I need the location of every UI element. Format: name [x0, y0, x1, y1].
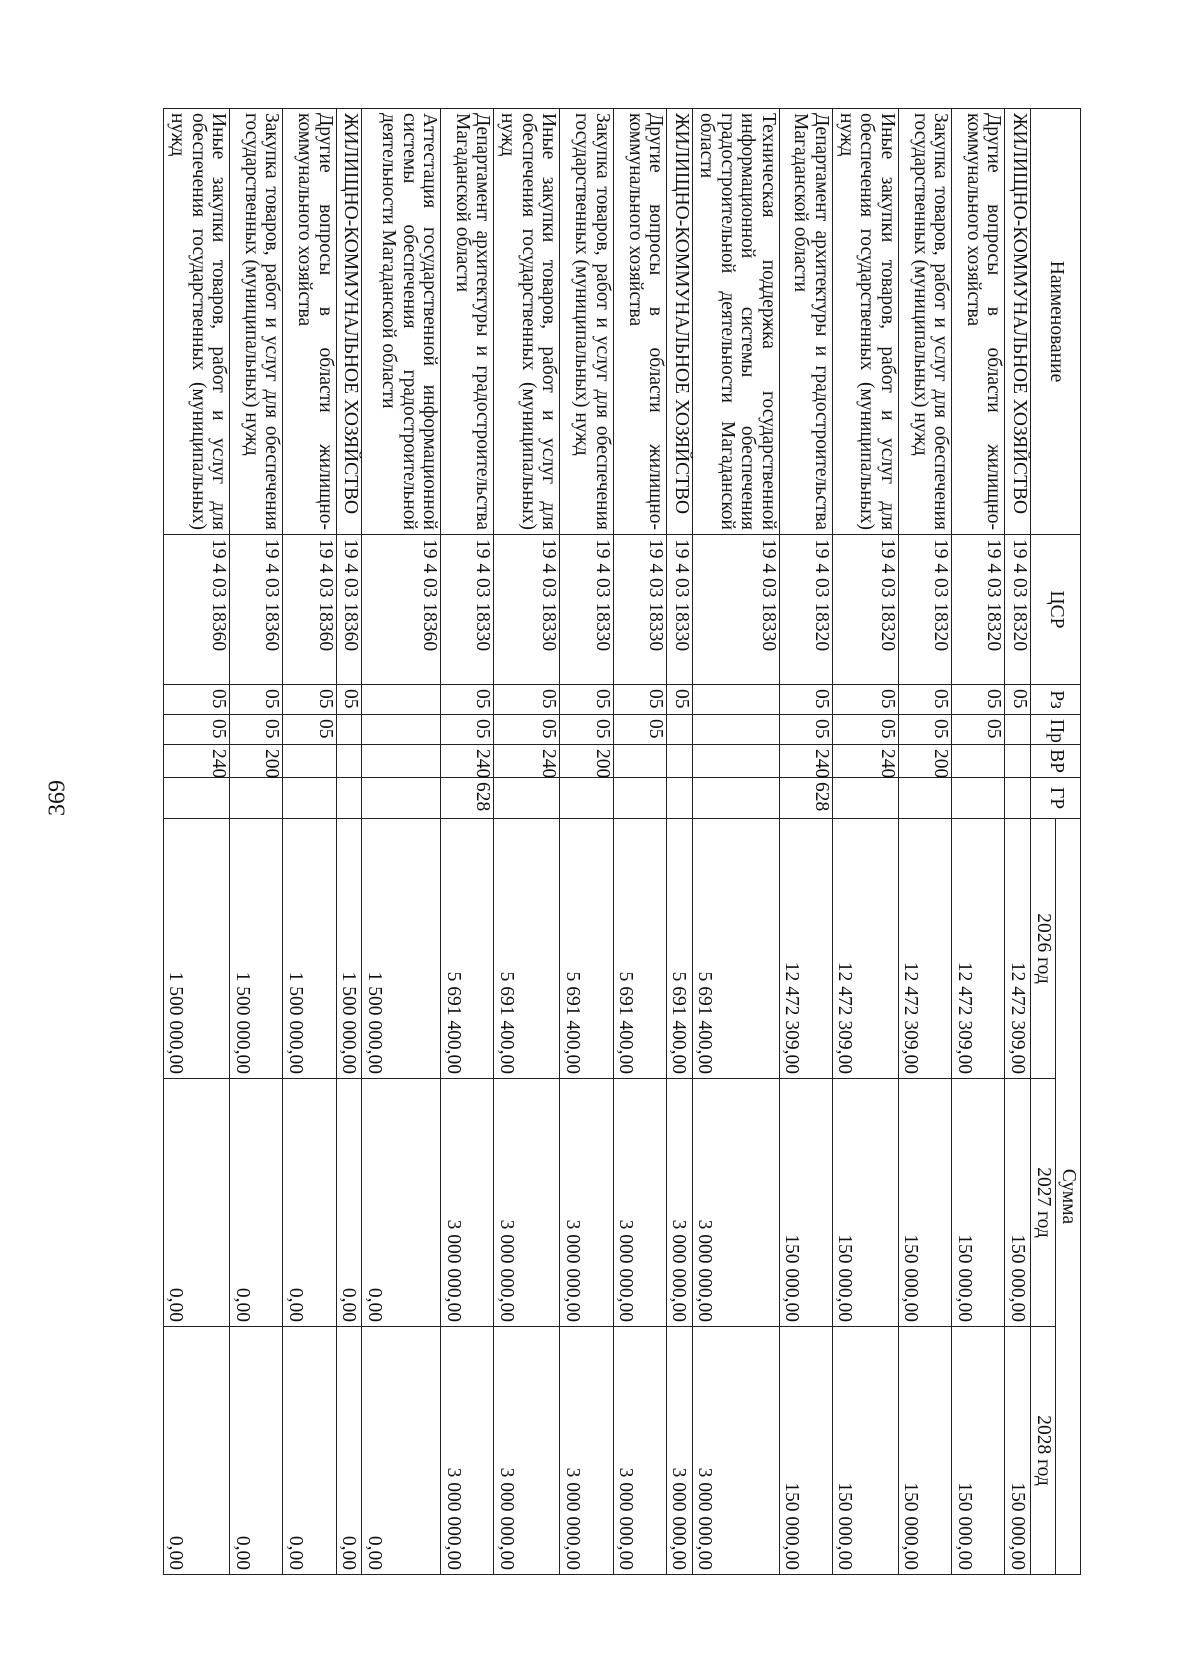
table-row — [336, 109, 362, 1575]
header-year-2026: 2026 год — [1031, 819, 1056, 1079]
row-csr: 19 4 03 18360 — [362, 535, 441, 685]
row-csr: 19 4 03 18320 — [779, 535, 832, 685]
row-rz: 05 — [832, 685, 898, 715]
table-row — [666, 109, 692, 1575]
row-name: Закупка товаров, работ и услуг для обеспечения государственных (муниципальных) нужд — [230, 109, 283, 535]
row-amount-2027: 3 000 000,00 — [560, 1079, 613, 1327]
row-name: ЖИЛИЩНО-КОММУНАЛЬНОЕ ХОЗЯЙСТВО — [666, 109, 692, 535]
table-header — [1031, 109, 1081, 1575]
row-vr: 200 — [560, 745, 613, 778]
row-rz: 05 — [613, 685, 666, 715]
row-gr: 628 — [441, 778, 494, 819]
row-amount-2026: 1 500 000,00 — [230, 819, 283, 1079]
row-csr: 19 4 03 18360 — [283, 535, 336, 685]
row-amount-2028: 3 000 000,00 — [692, 1327, 779, 1575]
row-gr — [666, 778, 692, 819]
row-vr — [362, 745, 441, 778]
row-amount-2028: 3 000 000,00 — [666, 1327, 692, 1575]
row-vr: 200 — [898, 745, 951, 778]
header-vr: ВР — [1031, 745, 1081, 778]
row-amount-2028: 150 000,00 — [779, 1327, 832, 1575]
row-amount-2027: 3 000 000,00 — [692, 1079, 779, 1327]
table-row — [898, 109, 951, 1575]
row-amount-2027: 0,00 — [362, 1079, 441, 1327]
row-name: Другие вопросы в области жилищно-коммунального хозяйства — [613, 109, 666, 535]
row-pr: 05 — [898, 715, 951, 745]
row-amount-2027: 0,00 — [164, 1079, 230, 1327]
row-amount-2028: 0,00 — [164, 1327, 230, 1575]
row-amount-2026: 1 500 000,00 — [283, 819, 336, 1079]
row-amount-2026: 5 691 400,00 — [666, 819, 692, 1079]
row-amount-2028: 3 000 000,00 — [494, 1327, 560, 1575]
row-amount-2028: 150 000,00 — [832, 1327, 898, 1575]
row-vr — [666, 745, 692, 778]
row-pr — [666, 715, 692, 745]
row-gr — [560, 778, 613, 819]
row-gr — [230, 778, 283, 819]
row-pr — [1005, 715, 1031, 745]
row-name: Аттестация государственной информационной системы обеспечения градостроительной деятельности Магаданской области — [362, 109, 441, 535]
table-row — [164, 109, 230, 1575]
row-amount-2027: 3 000 000,00 — [441, 1079, 494, 1327]
row-csr: 19 4 03 18330 — [560, 535, 613, 685]
row-vr — [613, 745, 666, 778]
header-csr: ЦСР — [1031, 535, 1081, 685]
row-pr: 05 — [164, 715, 230, 745]
row-amount-2026: 12 472 309,00 — [898, 819, 951, 1079]
row-name: Закупка товаров, работ и услуг для обеспечения государственных (муниципальных) нужд — [560, 109, 613, 535]
row-name: Департамент архитектуры и градостроительства Магаданской области — [441, 109, 494, 535]
row-gr: 628 — [779, 778, 832, 819]
row-rz: 05 — [494, 685, 560, 715]
row-gr — [362, 778, 441, 819]
row-vr — [336, 745, 362, 778]
row-csr: 19 4 03 18320 — [898, 535, 951, 685]
row-vr — [1005, 745, 1031, 778]
row-pr: 05 — [283, 715, 336, 745]
row-amount-2028: 150 000,00 — [898, 1327, 951, 1575]
row-pr — [692, 715, 779, 745]
row-rz: 05 — [560, 685, 613, 715]
row-amount-2027: 150 000,00 — [779, 1079, 832, 1327]
table-row — [613, 109, 666, 1575]
budget-table — [163, 108, 1081, 1575]
row-amount-2028: 150 000,00 — [952, 1327, 1005, 1575]
row-amount-2027: 150 000,00 — [1005, 1079, 1031, 1327]
row-pr — [336, 715, 362, 745]
row-amount-2027: 0,00 — [230, 1079, 283, 1327]
row-amount-2027: 3 000 000,00 — [494, 1079, 560, 1327]
row-amount-2026: 1 500 000,00 — [362, 819, 441, 1079]
page-number: 369 — [44, 780, 71, 816]
row-gr — [336, 778, 362, 819]
row-amount-2027: 150 000,00 — [952, 1079, 1005, 1327]
row-gr — [283, 778, 336, 819]
row-vr: 240 — [164, 745, 230, 778]
row-amount-2026: 12 472 309,00 — [779, 819, 832, 1079]
row-vr — [952, 745, 1005, 778]
row-name: Другие вопросы в области жилищно-коммунального хозяйства — [952, 109, 1005, 535]
header-name: Наименование — [1031, 109, 1081, 535]
row-csr: 19 4 03 18360 — [230, 535, 283, 685]
table-row — [692, 109, 779, 1575]
row-rz: 05 — [336, 685, 362, 715]
row-amount-2026: 5 691 400,00 — [494, 819, 560, 1079]
row-gr — [692, 778, 779, 819]
header-pr: Пр — [1031, 715, 1081, 745]
row-amount-2028: 0,00 — [336, 1327, 362, 1575]
header-sum: Сумма — [1056, 819, 1081, 1575]
row-csr: 19 4 03 18320 — [1005, 535, 1031, 685]
row-csr: 19 4 03 18320 — [952, 535, 1005, 685]
row-pr: 05 — [441, 715, 494, 745]
row-name: Техническая поддержка государственной информационной системы обеспечения градостроительной деятельности Магаданской области — [692, 109, 779, 535]
row-amount-2026: 1 500 000,00 — [336, 819, 362, 1079]
row-pr: 05 — [832, 715, 898, 745]
row-amount-2026: 5 691 400,00 — [613, 819, 666, 1079]
row-amount-2028: 3 000 000,00 — [613, 1327, 666, 1575]
table-row — [230, 109, 283, 1575]
row-vr: 240 — [832, 745, 898, 778]
row-vr: 240 — [441, 745, 494, 778]
table-row — [1005, 109, 1031, 1575]
row-gr — [1005, 778, 1031, 819]
row-rz: 05 — [230, 685, 283, 715]
row-amount-2026: 1 500 000,00 — [164, 819, 230, 1079]
row-rz: 05 — [666, 685, 692, 715]
table-row — [952, 109, 1005, 1575]
row-amount-2028: 3 000 000,00 — [441, 1327, 494, 1575]
row-name: Иные закупки товаров, работ и услуг для обеспечения государственных (муниципальных) нужд — [164, 109, 230, 535]
row-gr — [613, 778, 666, 819]
row-csr: 19 4 03 18330 — [666, 535, 692, 685]
row-csr: 19 4 03 18330 — [494, 535, 560, 685]
row-vr: 240 — [779, 745, 832, 778]
row-name: ЖИЛИЩНО-КОММУНАЛЬНОЕ ХОЗЯЙСТВО — [1005, 109, 1031, 535]
row-rz: 05 — [441, 685, 494, 715]
row-rz — [692, 685, 779, 715]
row-name: ЖИЛИЩНО-КОММУНАЛЬНОЕ ХОЗЯЙСТВО — [336, 109, 362, 535]
row-amount-2027: 3 000 000,00 — [666, 1079, 692, 1327]
row-pr: 05 — [560, 715, 613, 745]
row-rz: 05 — [164, 685, 230, 715]
row-rz: 05 — [779, 685, 832, 715]
row-vr: 240 — [494, 745, 560, 778]
row-name: Другие вопросы в области жилищно-коммунального хозяйства — [283, 109, 336, 535]
header-gr: ГР — [1031, 778, 1081, 819]
row-amount-2026: 5 691 400,00 — [441, 819, 494, 1079]
row-csr: 19 4 03 18330 — [613, 535, 666, 685]
header-year-2028: 2028 год — [1031, 1327, 1056, 1575]
row-rz: 05 — [1005, 685, 1031, 715]
row-pr: 05 — [613, 715, 666, 745]
rotated-table-wrapper — [163, 108, 1081, 1574]
row-amount-2026: 5 691 400,00 — [560, 819, 613, 1079]
row-gr — [898, 778, 951, 819]
row-name: Иные закупки товаров, работ и услуг для обеспечения государственных (муниципальных) нужд — [832, 109, 898, 535]
header-year-2027: 2027 год — [1031, 1079, 1056, 1327]
row-amount-2028: 0,00 — [362, 1327, 441, 1575]
row-vr — [283, 745, 336, 778]
row-gr — [494, 778, 560, 819]
row-amount-2028: 0,00 — [283, 1327, 336, 1575]
row-name: Департамент архитектуры и градостроительства Магаданской области — [779, 109, 832, 535]
row-rz: 05 — [898, 685, 951, 715]
row-amount-2028: 3 000 000,00 — [560, 1327, 613, 1575]
row-pr — [362, 715, 441, 745]
table-row — [283, 109, 336, 1575]
row-csr: 19 4 03 18330 — [441, 535, 494, 685]
row-amount-2026: 5 691 400,00 — [692, 819, 779, 1079]
row-csr: 19 4 03 18320 — [832, 535, 898, 685]
table-row — [832, 109, 898, 1575]
row-pr: 05 — [779, 715, 832, 745]
row-gr — [164, 778, 230, 819]
row-amount-2027: 0,00 — [283, 1079, 336, 1327]
row-pr: 05 — [494, 715, 560, 745]
row-rz: 05 — [952, 685, 1005, 715]
row-rz: 05 — [283, 685, 336, 715]
row-gr — [952, 778, 1005, 819]
row-vr: 200 — [230, 745, 283, 778]
row-csr: 19 4 03 18360 — [336, 535, 362, 685]
table-row — [494, 109, 560, 1575]
table-row — [560, 109, 613, 1575]
row-amount-2026: 12 472 309,00 — [832, 819, 898, 1079]
row-amount-2027: 150 000,00 — [832, 1079, 898, 1327]
row-amount-2026: 12 472 309,00 — [1005, 819, 1031, 1079]
table-row — [362, 109, 441, 1575]
table-row — [441, 109, 494, 1575]
row-csr: 19 4 03 18330 — [692, 535, 779, 685]
row-name: Закупка товаров, работ и услуг для обеспечения государственных (муниципальных) нужд — [898, 109, 951, 535]
row-name: Иные закупки товаров, работ и услуг для обеспечения государственных (муниципальных) нужд — [494, 109, 560, 535]
row-rz — [362, 685, 441, 715]
table-body — [164, 109, 1031, 1575]
row-pr: 05 — [952, 715, 1005, 745]
row-csr: 19 4 03 18360 — [164, 535, 230, 685]
row-amount-2028: 150 000,00 — [1005, 1327, 1031, 1575]
row-amount-2028: 0,00 — [230, 1327, 283, 1575]
header-rz: Рз — [1031, 685, 1081, 715]
table-row — [779, 109, 832, 1575]
row-vr — [692, 745, 779, 778]
row-amount-2027: 150 000,00 — [898, 1079, 951, 1327]
row-amount-2027: 0,00 — [336, 1079, 362, 1327]
row-gr — [832, 778, 898, 819]
row-amount-2027: 3 000 000,00 — [613, 1079, 666, 1327]
row-pr: 05 — [230, 715, 283, 745]
row-amount-2026: 12 472 309,00 — [952, 819, 1005, 1079]
